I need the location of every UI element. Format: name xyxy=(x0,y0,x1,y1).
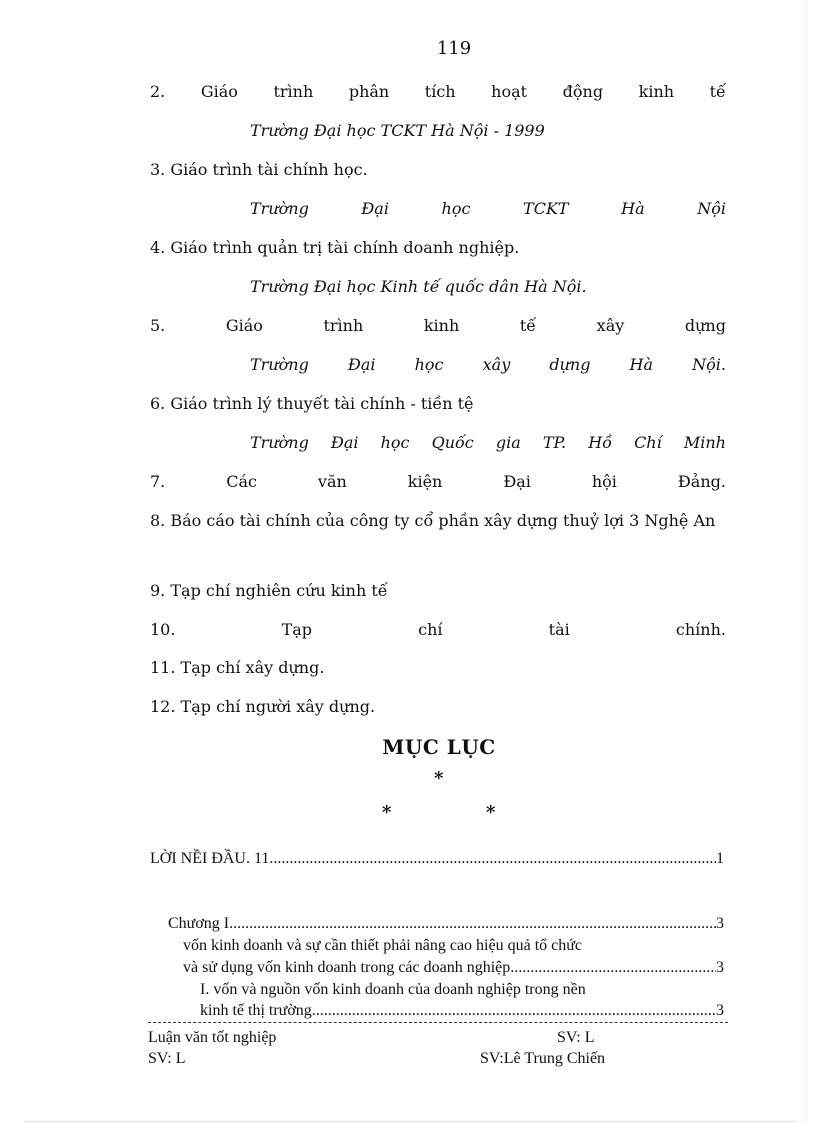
source-word: học xyxy=(380,433,410,452)
toc-page-number: 3 xyxy=(716,915,724,932)
source-word: Hồ xyxy=(588,433,612,452)
source-word: Minh xyxy=(683,433,726,452)
source-word: Chí xyxy=(634,433,662,452)
reference-8: 8. Báo cáo tài chính của công ty cổ phần xây dựng thuỷ lợi 3 Nghệ An xyxy=(150,511,716,530)
ref-word: trình xyxy=(273,82,314,101)
asterisk-icon: * xyxy=(486,802,496,823)
source-word: Trường xyxy=(250,433,309,452)
ref-word: Giáo xyxy=(200,82,238,101)
ref-word: Giáo xyxy=(225,316,263,335)
source-word: Hà xyxy=(629,355,654,374)
reference-10 xyxy=(150,620,726,640)
reference-2 xyxy=(150,82,726,102)
ref-word: tế xyxy=(519,316,537,335)
reference-4-source: Trường Đại học Kinh tế quốc dân Hà Nội. xyxy=(250,277,587,296)
ref-word: hoạt xyxy=(491,82,528,101)
ref-word: tế xyxy=(709,82,726,101)
ref-word: kinh xyxy=(423,316,460,335)
source-word: Hà xyxy=(621,199,645,218)
ref-word: kiện xyxy=(407,472,443,491)
toc-leader-dots xyxy=(510,958,716,978)
source-word: TP. xyxy=(542,433,567,452)
toc-entry-line[interactable]: vốn kinh doanh và sự cần thiết phải nâng cao hiệu quả tổ chức xyxy=(183,937,583,954)
page-number: 119 xyxy=(436,38,472,59)
footer-student-name: SV:Lê Trung Chiến xyxy=(480,1050,606,1067)
toc-page-number: 1 xyxy=(716,850,724,867)
source-word: Đại xyxy=(361,199,389,218)
source-word: xây xyxy=(482,355,511,374)
toc-entry-chapter-1[interactable] xyxy=(168,914,724,934)
reference-7 xyxy=(150,472,726,492)
reference-4: 4. Giáo trình quản trị tài chính doanh nghiệp. xyxy=(150,238,520,257)
ref-word: trình xyxy=(323,316,364,335)
ref-word: hội xyxy=(591,472,617,491)
source-word: dựng xyxy=(549,355,591,374)
ref-word: Đại xyxy=(503,472,531,491)
ref-word: xây xyxy=(596,316,625,335)
footer-student-short: SV: L xyxy=(148,1050,186,1067)
source-word: Nội xyxy=(697,199,726,218)
reference-3: 3. Giáo trình tài chính học. xyxy=(150,160,368,179)
reference-6-source xyxy=(250,433,726,453)
ref-number: 2. xyxy=(150,82,166,101)
reference-9: 9. Tạp chí nghiên cứu kinh tế xyxy=(150,581,388,600)
toc-entry-section-1[interactable] xyxy=(200,1001,724,1021)
footer-divider xyxy=(148,1022,728,1023)
source-word: học xyxy=(414,355,444,374)
page-right-edge xyxy=(806,0,807,1123)
asterisk-icon: * xyxy=(382,802,392,823)
ref-word: phân xyxy=(348,82,390,101)
reference-2-source: Trường Đại học TCKT Hà Nội - 1999 xyxy=(250,121,545,140)
toc-entry-label: và sử dụng vốn kinh doanh trong các doanh nghiệp xyxy=(183,959,511,976)
source-word: Trường xyxy=(250,355,309,374)
ref-word: động xyxy=(562,82,604,101)
toc-leader-dots xyxy=(269,849,716,869)
ref-number: 5. xyxy=(150,316,166,335)
reference-12: 12. Tạp chí người xây dựng. xyxy=(150,697,376,716)
source-word: gia xyxy=(495,433,521,452)
ref-word: chí xyxy=(418,620,443,639)
source-word: học xyxy=(441,199,471,218)
source-word: Quốc xyxy=(431,433,474,452)
source-word: Nội. xyxy=(692,355,726,374)
reference-6: 6. Giáo trình lý thuyết tài chính - tiền tệ xyxy=(150,394,474,413)
toc-entry-line[interactable]: I. vốn và nguồn vốn kinh doanh của doanh nghiệp trong nền xyxy=(200,981,586,998)
reference-11: 11. Tạp chí xây dựng. xyxy=(150,658,325,677)
footer-student-short: SV: L xyxy=(557,1029,595,1046)
toc-page-number: 3 xyxy=(716,1002,724,1019)
source-word: Đại xyxy=(330,433,359,452)
ref-word: dựng xyxy=(684,316,726,335)
toc-entry-introduction[interactable] xyxy=(150,849,724,869)
toc-leader-dots xyxy=(316,1001,716,1021)
toc-leader-dots xyxy=(229,914,716,934)
asterisk-icon: * xyxy=(434,768,444,789)
ref-word: tài xyxy=(548,620,570,639)
source-word: Trường xyxy=(250,199,309,218)
reference-3-source xyxy=(250,199,726,219)
ref-word: Đảng. xyxy=(677,472,726,491)
toc-title: MỤC LỤC xyxy=(382,735,496,759)
reference-5-source xyxy=(250,355,726,375)
source-word: Đại xyxy=(347,355,376,374)
toc-page-number: 3 xyxy=(716,959,724,976)
reference-5 xyxy=(150,316,726,336)
ref-number: 10. xyxy=(150,620,176,639)
ref-word: văn xyxy=(317,472,347,491)
ref-word: Các xyxy=(226,472,257,491)
toc-entry-label: kinh tế thị trường. xyxy=(200,1002,316,1019)
ref-word: kinh xyxy=(638,82,675,101)
toc-entry-label: Chương I xyxy=(168,915,230,932)
toc-entry-label: LỜI NỀI ĐẦU. 11 xyxy=(150,850,270,867)
footer-thesis-label: Luận văn tốt nghiệp xyxy=(148,1029,277,1046)
toc-entry-chapter-1-title[interactable] xyxy=(183,958,724,978)
source-word: TCKT xyxy=(523,199,569,218)
page-bottom-edge xyxy=(25,1121,795,1122)
ref-word: tích xyxy=(424,82,456,101)
ref-word: chính. xyxy=(675,620,726,639)
ref-number: 7. xyxy=(150,472,166,491)
ref-word: Tạp xyxy=(281,620,313,639)
